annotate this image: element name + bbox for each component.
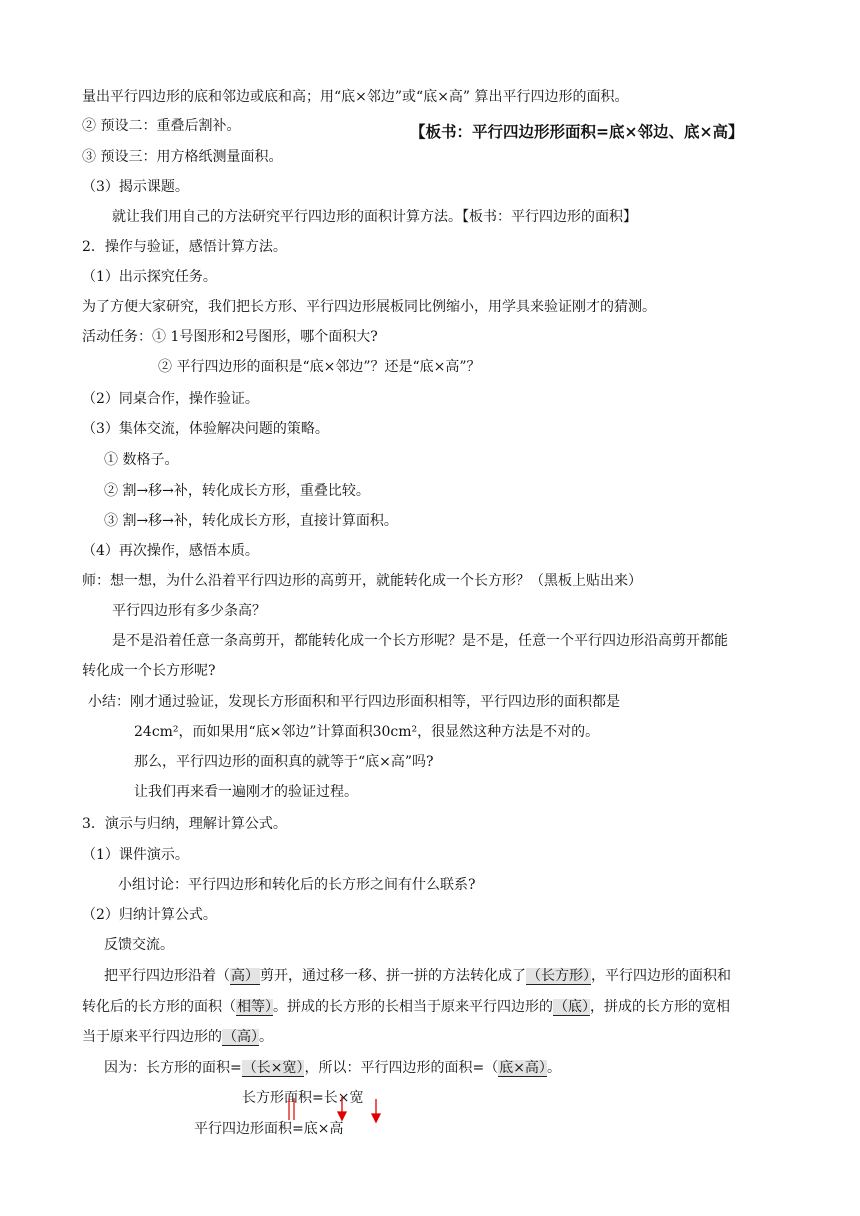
text-line: 让我们再来看一遍刚才的验证过程。: [134, 784, 358, 800]
text-line: 24cm²，而如果用“底×邻边”计算面积30cm²，很显然这种方法是不对的。: [134, 724, 600, 740]
text-run: ，所以：平行四边形的面积=（: [304, 1060, 499, 1076]
text-run: 转化后的长方形的面积（: [82, 999, 236, 1015]
text-run: 当于原来平行四边形的: [82, 1029, 222, 1045]
text-line: （3）集体交流，体验解决问题的策略。: [82, 421, 329, 437]
text-line: （3）揭示课题。: [82, 179, 189, 195]
text-run: 把平行四边形沿着（: [104, 968, 230, 984]
fill-blank: 底×高）: [499, 1060, 546, 1076]
fill-blank: 相等）: [237, 999, 272, 1015]
text-line: （1）课件演示。: [82, 847, 189, 863]
text-line: ① 数格子。: [104, 452, 179, 468]
rectangle-area-formula: 长方形面积=长×宽: [242, 1090, 364, 1106]
text-line: 小结：刚才通过验证，发现长方形面积和平行四边形面积相等，平行四边形的面积都是: [88, 694, 620, 710]
text-line: （2）同桌合作，操作验证。: [82, 391, 259, 407]
section-heading: 2．操作与验证，感悟计算方法。: [82, 239, 287, 255]
fill-blank: 高）: [231, 968, 259, 984]
text-line: ③ 预设三：用方格纸测量面积。: [82, 149, 283, 165]
text-line: ③ 割→移→补，转化成长方形，直接计算面积。: [104, 513, 398, 529]
parallelogram-area-formula: 平行四边形面积=底×高: [194, 1121, 344, 1137]
text-line: ② 预设二：重叠后割补。: [82, 118, 241, 134]
down-arrow-icon: [372, 1099, 380, 1122]
text-line: （4）再次操作，感悟本质。: [82, 543, 259, 559]
fill-blank: （高）: [223, 1029, 258, 1045]
summary-paragraph-line-2: [82, 998, 730, 1016]
text-line: 反馈交流。: [104, 937, 174, 953]
text-line: 量出平行四边形的底和邻边或底和高；用“底×邻边”或“底×高” 算出平行四边形的面积。: [82, 89, 629, 105]
text-run: 剪开，通过移一移、拼一拼的方法转化成了: [260, 968, 526, 984]
text-line: 活动任务：① 1号图形和2号图形，哪个面积大?: [82, 329, 378, 345]
text-run: 因为：长方形的面积=: [104, 1060, 242, 1076]
text-line: ② 割→移→补，转化成长方形，重叠比较。: [104, 483, 370, 499]
text-run: ，平行四边形的面积和: [591, 968, 731, 984]
text-line: 转化成一个长方形呢?: [82, 663, 216, 679]
board-note: 【板书：平行四边形形面积=底×邻边、底×高】: [410, 122, 744, 141]
text-line: （2）归纳计算公式。: [82, 907, 217, 923]
text-run: 。: [259, 1029, 273, 1045]
text-line: 为了方便大家研究，我们把长方形、平行四边形展板同比例缩小，用学具来验证刚才的猜测。: [82, 299, 656, 315]
summary-paragraph-line-3: [82, 1028, 273, 1046]
summary-paragraph-line-4: [104, 1059, 561, 1077]
summary-paragraph-line-1: [104, 967, 731, 985]
section-heading: 3．演示与归纳，理解计算公式。: [82, 816, 287, 832]
text-line: ② 平行四边形的面积是“底×邻边”？还是“底×高”？: [158, 359, 481, 375]
fill-blank: （长×宽）: [242, 1060, 304, 1076]
text-line: 是不是沿着任意一条高剪开，都能转化成一个长方形呢？是不是，任意一个平行四边形沿高剪开都能: [112, 633, 728, 649]
text-run: 。: [546, 1060, 561, 1076]
text-line: （1）出示探究任务。: [82, 269, 217, 285]
text-line: 师：想一想，为什么沿着平行四边形的高剪开，就能转化成一个长方形？（黑板上贴出来）: [82, 573, 642, 589]
text-run: ，拼成的长方形的宽相: [590, 999, 730, 1015]
text-line: 就让我们用自己的方法研究平行四边形的面积计算方法。【板书：平行四边形的面积】: [112, 209, 637, 225]
text-line: 小组讨论：平行四边形和转化后的长方形之间有什么联系?: [118, 877, 476, 893]
text-line: 那么，平行四边形的面积真的就等于“底×高”吗?: [134, 754, 434, 770]
fill-blank: （长方形）: [527, 968, 590, 984]
fill-blank: （底）: [554, 999, 589, 1015]
text-line: 平行四边形有多少条高？: [112, 603, 266, 619]
text-run: 。拼成的长方形的长相当于原来平行四边形的: [273, 999, 553, 1015]
